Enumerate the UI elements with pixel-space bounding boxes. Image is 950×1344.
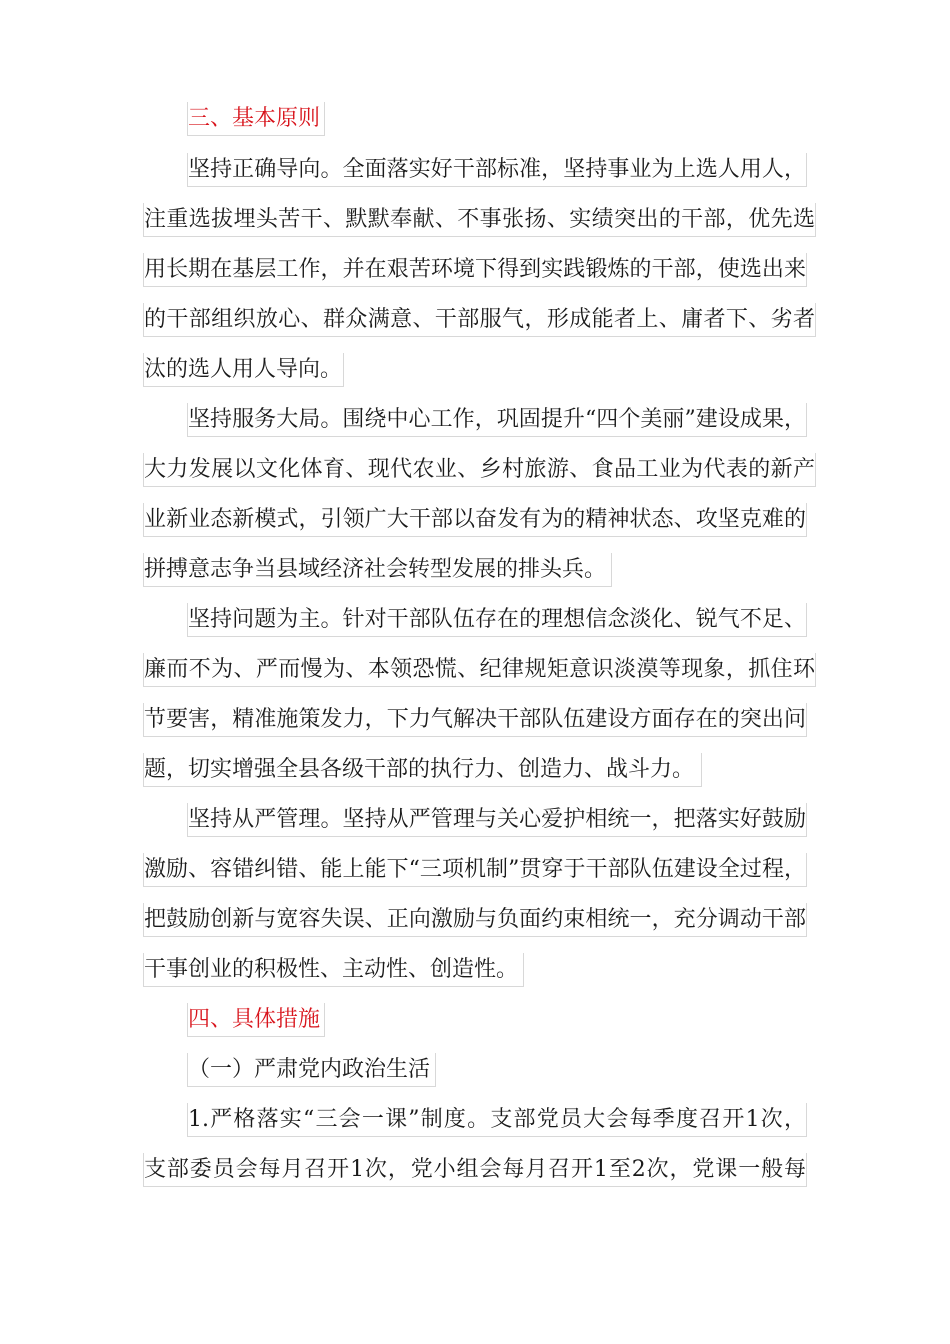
- paragraph-line: 的干部组织放心、群众满意、干部服气，形成能者上、庸者下、劣者: [143, 303, 816, 337]
- paragraph-line: 大力发展以文化体育、现代农业、乡村旅游、食品工业为代表的新产: [143, 453, 816, 487]
- paragraph-line: 业新业态新模式，引领广大干部以奋发有为的精神状态、攻坚克难的: [143, 503, 807, 537]
- paragraph-line: 拼搏意志争当县域经济社会转型发展的排头兵。: [143, 553, 612, 587]
- paragraph-line: 题，切实增强全县各级干部的执行力、创造力、战斗力。: [143, 753, 702, 787]
- paragraph-line: 节要害，精准施策发力，下力气解决干部队伍建设方面存在的突出问: [143, 703, 807, 737]
- paragraph-line: 注重选拔埋头苦干、默默奉献、不事张扬、实绩突出的干部，优先选: [143, 203, 816, 237]
- paragraph-line: 把鼓励创新与宽容失误、正向激励与负面约束相统一，充分调动干部: [143, 903, 807, 937]
- paragraph-line: 1.严格落实“三会一课”制度。支部党员大会每季度召开1次，: [187, 1103, 807, 1137]
- paragraph-line: 干事创业的积极性、主动性、创造性。: [143, 953, 524, 987]
- paragraph-line: 支部委员会每月召开1次，党小组会每月召开1至2次，党课一般每: [143, 1153, 807, 1187]
- paragraph-line: 汰的选人用人导向。: [143, 353, 344, 387]
- paragraph-line: 坚持服务大局。围绕中心工作，巩固提升“四个美丽”建设成果，: [187, 403, 807, 437]
- paragraph-line: 坚持从严管理。坚持从严管理与关心爱护相统一，把落实好鼓励: [187, 803, 807, 837]
- section-heading-measures: 四、具体措施: [187, 1003, 325, 1037]
- paragraph-line: 坚持正确导向。全面落实好干部标准，坚持事业为上选人用人，: [187, 153, 807, 187]
- subsection-heading: （一）严肃党内政治生活: [187, 1053, 436, 1087]
- paragraph-line: 用长期在基层工作，并在艰苦环境下得到实践锻炼的干部，使选出来: [143, 253, 807, 287]
- paragraph-line: 坚持问题为主。针对干部队伍存在的理想信念淡化、锐气不足、: [187, 603, 807, 637]
- paragraph-line: 激励、容错纠错、能上能下“三项机制”贯穿于干部队伍建设全过程，: [143, 853, 807, 887]
- paragraph-line: 廉而不为、严而慢为、本领恐慌、纪律规矩意识淡漠等现象，抓住环: [143, 653, 816, 687]
- section-heading-principles: 三、基本原则: [187, 102, 325, 136]
